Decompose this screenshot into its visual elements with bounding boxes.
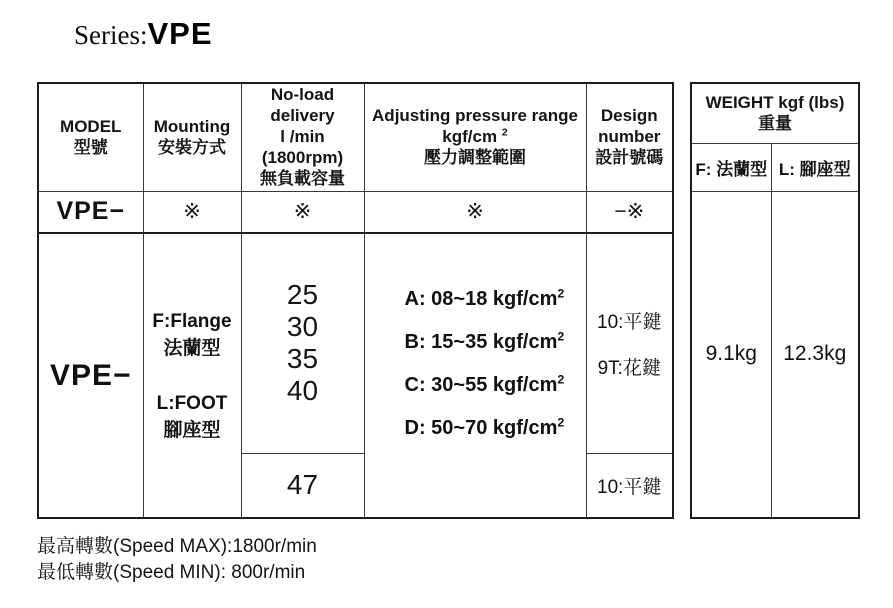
delivery-value: 30 xyxy=(286,311,319,343)
col-header-design xyxy=(586,83,673,191)
mounting-flange-option xyxy=(144,308,241,362)
weight-value-flange: 9.1kg xyxy=(691,191,771,518)
speed-notes xyxy=(37,534,317,586)
mounting-options-cell xyxy=(143,233,241,518)
weight-subheader-row xyxy=(691,143,859,191)
code-design-mark: −※ xyxy=(586,191,673,233)
delivery-value: 40 xyxy=(286,375,319,407)
mounting-flange-en: F:Flange xyxy=(152,310,232,332)
weight-col-flange: F: 法蘭型 xyxy=(691,143,771,191)
design-value-spline: 9T:花鍵 xyxy=(597,357,661,379)
delivery-header-line3: l /min xyxy=(280,127,325,147)
pressure-ranges-cell xyxy=(364,233,586,518)
model-value-cell: VPE− xyxy=(38,233,143,518)
series-label: Series: xyxy=(74,20,148,50)
design-header-line1: Design xyxy=(600,106,658,126)
weight-header-en: WEIGHT kgf (lbs) xyxy=(705,92,845,112)
code-mounting-mark: ※ xyxy=(143,191,241,233)
pressure-range-d xyxy=(405,415,586,441)
weight-table xyxy=(690,82,860,519)
col-header-model xyxy=(38,83,143,191)
code-delivery-mark: ※ xyxy=(241,191,364,233)
weight-values-row xyxy=(691,191,859,518)
spec-data-row-upper xyxy=(38,233,673,453)
pressure-range-b-sup: 2 xyxy=(557,329,565,344)
weight-header-cell xyxy=(691,83,859,143)
pressure-range-b xyxy=(405,329,586,355)
pressure-range-c xyxy=(405,372,586,398)
mounting-foot-zh: 腳座型 xyxy=(163,419,221,441)
pressure-unit-text: kgf/cm xyxy=(442,127,498,147)
model-header-en: MODEL xyxy=(60,116,122,136)
design-header-line2: number xyxy=(598,127,661,147)
delivery-header-line1: No-load xyxy=(270,85,335,105)
pressure-range-b-text: B: 15~35 kgf/cm xyxy=(404,331,558,353)
delivery-value: 25 xyxy=(286,279,319,311)
weight-header-zh: 重量 xyxy=(758,113,792,133)
spec-header-row xyxy=(38,83,673,191)
mounting-flange-zh: 法蘭型 xyxy=(163,337,221,359)
mounting-header-zh: 安裝方式 xyxy=(158,137,226,157)
spec-table xyxy=(37,82,674,519)
model-header-zh: 型號 xyxy=(73,137,108,157)
weight-header-row xyxy=(691,83,859,143)
speed-max-note: 最高轉數(Speed MAX):1800r/min xyxy=(37,536,317,557)
weight-col-foot: L: 腳座型 xyxy=(771,143,859,191)
series-value: VPE xyxy=(147,16,213,51)
pressure-header-zh: 壓力調整範圍 xyxy=(424,148,526,168)
delivery-values-cell xyxy=(241,233,364,453)
design-values-cell xyxy=(586,233,673,453)
delivery-header-zh: 無負載容量 xyxy=(260,169,345,189)
pressure-range-a-sup: 2 xyxy=(557,286,565,301)
model-code-row xyxy=(38,191,673,233)
mounting-header-en: Mounting xyxy=(153,116,231,136)
mounting-foot-option xyxy=(144,390,241,444)
speed-min-note: 最低轉數(Speed MIN): 800r/min xyxy=(37,562,306,583)
col-header-mounting xyxy=(143,83,241,191)
design-header-zh: 設計號碼 xyxy=(595,148,664,168)
delivery-value: 35 xyxy=(286,343,319,375)
mounting-foot-en: L:FOOT xyxy=(156,392,228,414)
pressure-header-line1: Adjusting pressure range xyxy=(372,106,578,126)
delivery-value-47-cell: 47 xyxy=(241,453,364,518)
weight-value-foot: 12.3kg xyxy=(771,191,859,518)
pressure-range-c-sup: 2 xyxy=(557,372,565,387)
pressure-header-unit xyxy=(365,126,586,147)
design-value-flat-key: 10:平鍵 xyxy=(597,311,662,333)
col-header-pressure xyxy=(364,83,586,191)
pressure-unit-sup: 2 xyxy=(501,126,508,139)
delivery-header-line2: delivery xyxy=(270,106,335,126)
design-value-lower-cell: 10:平鍵 xyxy=(586,453,673,518)
pressure-range-d-text: D: 50~70 kgf/cm xyxy=(404,417,558,439)
pressure-range-d-sup: 2 xyxy=(557,415,565,430)
pressure-range-a-text: A: 08~18 kgf/cm xyxy=(404,288,558,310)
col-header-delivery xyxy=(241,83,364,191)
pressure-range-c-text: C: 30~55 kgf/cm xyxy=(404,374,558,396)
delivery-header-line4: (1800rpm) xyxy=(261,148,344,168)
code-model: VPE− xyxy=(38,191,143,233)
page-title xyxy=(74,16,213,52)
pressure-range-a xyxy=(405,286,586,312)
code-pressure-mark: ※ xyxy=(364,191,586,233)
